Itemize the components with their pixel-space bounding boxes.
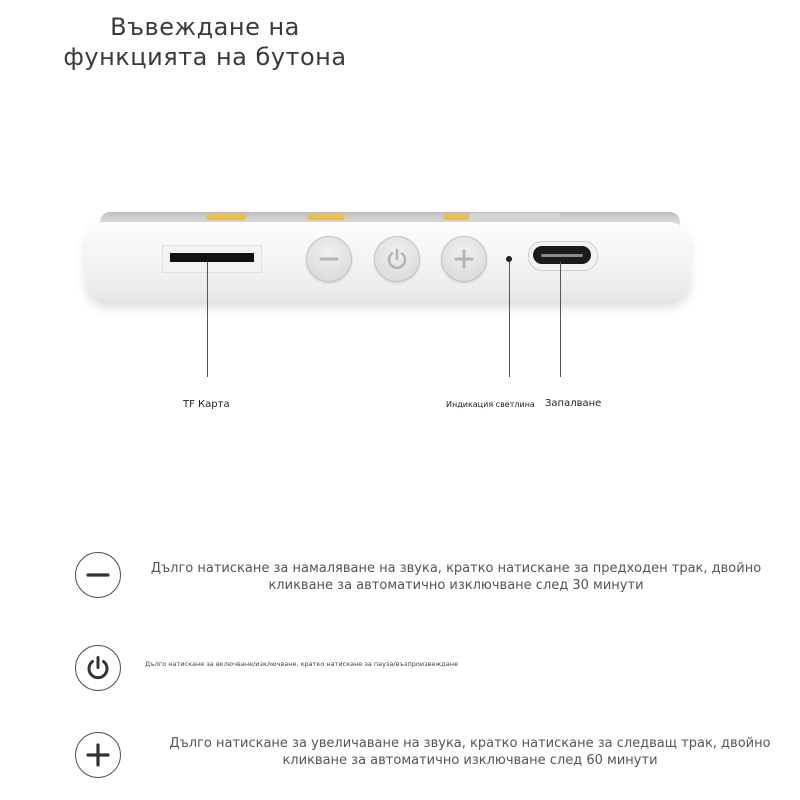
tf-card-callout-line [207,262,208,377]
power-icon [84,654,112,682]
page-title [0,12,410,72]
device-plus-button [441,236,487,282]
function-icon-plus [75,732,121,778]
device-top-tab [443,214,469,220]
power-icon [384,246,410,272]
plus-icon [451,246,477,272]
function-description-line: Дълго натискане за увеличаване на звука, кратко натискане за следващ трак, двойно [169,736,771,751]
function-description-line: кликване за автоматично изключване след 30 минути [268,578,644,593]
tf-card-slot [170,253,254,262]
device-minus-button [306,236,352,282]
function-description-minus [140,560,772,594]
function-description-line: кликване за автоматично изключване след 60 минути [282,753,658,768]
minus-icon [84,561,112,589]
function-description-line: Дълго натискане за намаляване на звука, кратко натискане за предходен трак, двойно [150,561,762,576]
device-top-detail [470,213,560,219]
title-line-1: Въвеждане на [110,13,300,41]
function-icon-minus [75,552,121,598]
title-line-2: функцията на бутона [63,43,347,71]
charging-callout-line [560,262,561,377]
charging-label: Запалване [545,398,602,409]
indicator-label: Индикация светлина [446,400,535,409]
indicator-callout-line [509,262,510,377]
usb-c-port-tongue [541,254,583,257]
plus-icon [84,741,112,769]
minus-icon [316,246,342,272]
device-power-button [374,236,420,282]
function-description-plus [160,735,780,769]
device-top-tab [206,214,246,220]
function-description-power: Дълго натискане за включване/изключване, кратко натискане за пауза/възпроизвеждане [145,660,458,668]
tf-card-label: TF Карта [183,399,230,410]
device-top-tab [307,214,345,220]
function-icon-power [75,645,121,691]
